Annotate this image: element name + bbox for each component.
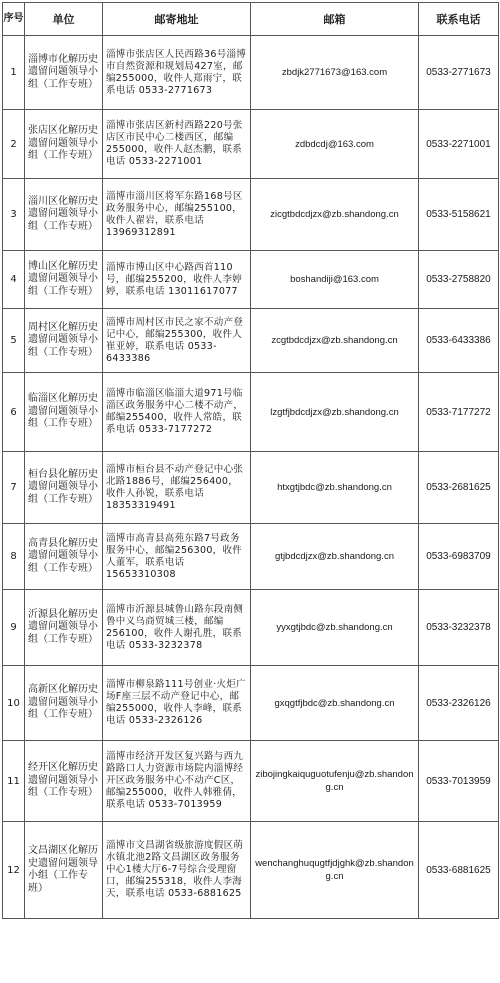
cell-address: 淄博市高青县高苑东路7号政务服务中心，邮编256300，收件人董军，联系电话 15653310308 [103, 524, 251, 590]
cell-no: 9 [3, 590, 25, 666]
cell-email: htxgtjbdc@zb.shandong.cn [251, 452, 419, 524]
table-row [3, 110, 499, 179]
header-row [3, 3, 499, 36]
cell-email: zibojingkaiquguotufenju@zb.shandong.cn [251, 741, 419, 822]
header-address: 邮寄地址 [103, 3, 251, 36]
cell-unit: 周村区化解历史遗留问题领导小组（工作专班） [25, 309, 103, 373]
cell-phone: 0533-3232378 [419, 590, 499, 666]
cell-email: wenchanghuqugtfjdjghk@zb.shandong.cn [251, 822, 419, 919]
cell-no: 11 [3, 741, 25, 822]
table-row [3, 251, 499, 309]
cell-phone: 0533-2681625 [419, 452, 499, 524]
cell-no: 2 [3, 110, 25, 179]
cell-phone: 0533-6881625 [419, 822, 499, 919]
cell-unit: 桓台县化解历史遗留问题领导小组（工作专班） [25, 452, 103, 524]
cell-no: 8 [3, 524, 25, 590]
header-phone: 联系电话 [419, 3, 499, 36]
cell-phone: 0533-2758820 [419, 251, 499, 309]
cell-address: 淄博市经济开发区复兴路与西九路路口人力资源市场院内淄博经开区政务服务中心不动产C区，邮编255000，收件人韩雅倩，联系电话 0533-7013959 [103, 741, 251, 822]
cell-address: 淄博市博山区中心路西首110号，邮编255200，收件人李婷婷，联系电话 13011617077 [103, 251, 251, 309]
cell-email: zcgtbdcdjzx@zb.shandong.cn [251, 309, 419, 373]
cell-phone: 0533-2326126 [419, 666, 499, 741]
cell-unit: 张店区化解历史遗留问题领导小组（工作专班） [25, 110, 103, 179]
cell-unit: 高青县化解历史遗留问题领导小组（工作专班） [25, 524, 103, 590]
cell-email: gtjbdcdjzx@zb.shandong.cn [251, 524, 419, 590]
table-row [3, 524, 499, 590]
table-row [3, 36, 499, 110]
cell-address: 淄博市张店区人民西路36号淄博市自然资源和规划局427室，邮编255000，收件人郑雨宁，联系电话 0533-2771673 [103, 36, 251, 110]
cell-email: boshandiji@163.com [251, 251, 419, 309]
cell-email: gxqgtfjbdc@zb.shandong.cn [251, 666, 419, 741]
cell-no: 3 [3, 179, 25, 251]
cell-phone: 0533-2771673 [419, 36, 499, 110]
cell-no: 12 [3, 822, 25, 919]
cell-email: zicgtbdcdjzx@zb.shandong.cn [251, 179, 419, 251]
cell-phone: 0533-6433386 [419, 309, 499, 373]
cell-no: 10 [3, 666, 25, 741]
cell-unit: 博山区化解历史遗留问题领导小组（工作专班） [25, 251, 103, 309]
cell-phone: 0533-2271001 [419, 110, 499, 179]
cell-no: 1 [3, 36, 25, 110]
cell-unit: 临淄区化解历史遗留问题领导小组（工作专班） [25, 373, 103, 452]
cell-address: 淄博市淄川区将军东路168号区政务服务中心，邮编255100，收件人翟岩，联系电话 13969312891 [103, 179, 251, 251]
cell-email: lzgtfjbdcdjzx@zb.shandong.cn [251, 373, 419, 452]
cell-unit: 文昌湖区化解历史遗留问题领导小组（工作专班） [25, 822, 103, 919]
cell-address: 淄博市张店区新村西路220号张店区市民中心二楼西区，邮编255000，收件人赵杰鹏，联系电话 0533-2271001 [103, 110, 251, 179]
cell-unit: 高新区化解历史遗留问题领导小组（工作专班） [25, 666, 103, 741]
header-email: 邮箱 [251, 3, 419, 36]
contact-table [2, 2, 499, 919]
table-row [3, 179, 499, 251]
cell-address: 淄博市临淄区临淄大道971号临淄区政务服务中心二楼不动产，邮编255400，收件人常皓，联系电话 0533-7177272 [103, 373, 251, 452]
cell-unit: 淄博市化解历史遗留问题领导小组（工作专班） [25, 36, 103, 110]
cell-email: zbdjk2771673@163.com [251, 36, 419, 110]
cell-address: 淄博市周村区市民之家不动产登记中心，邮编255300，收件人崔亚婷，联系电话 0533-6433386 [103, 309, 251, 373]
cell-no: 5 [3, 309, 25, 373]
cell-email: zdbdcdj@163.com [251, 110, 419, 179]
cell-no: 4 [3, 251, 25, 309]
table-row [3, 590, 499, 666]
cell-phone: 0533-6983709 [419, 524, 499, 590]
table-row [3, 741, 499, 822]
header-no: 序号 [3, 3, 25, 36]
table-row [3, 452, 499, 524]
cell-phone: 0533-7177272 [419, 373, 499, 452]
cell-address: 淄博市沂源县城鲁山路东段南侧鲁中义乌商贸城三楼，邮编256100，收件人谢孔胜，联系电话 0533-3232378 [103, 590, 251, 666]
cell-address: 淄博市文昌湖省级旅游度假区萌水镇北池2路文昌湖区政务服务中心1楼大厅6-7号综合受理窗口，邮编255318，收件人李海天，联系电话 0533-6881625 [103, 822, 251, 919]
cell-address: 淄博市桓台县不动产登记中心张北路1886号，邮编256400，收件人孙锐，联系电话 18353319491 [103, 452, 251, 524]
cell-no: 7 [3, 452, 25, 524]
cell-unit: 沂源县化解历史遗留问题领导小组（工作专班） [25, 590, 103, 666]
cell-unit: 淄川区化解历史遗留问题领导小组（工作专班） [25, 179, 103, 251]
header-unit: 单位 [25, 3, 103, 36]
cell-no: 6 [3, 373, 25, 452]
table-row [3, 822, 499, 919]
cell-phone: 0533-5158621 [419, 179, 499, 251]
cell-phone: 0533-7013959 [419, 741, 499, 822]
table-row [3, 309, 499, 373]
cell-unit: 经开区化解历史遗留问题领导小组（工作专班） [25, 741, 103, 822]
table-row [3, 666, 499, 741]
table-row [3, 373, 499, 452]
cell-email: yyxgtjbdc@zb.shandong.cn [251, 590, 419, 666]
cell-address: 淄博市柳泉路111号创业·火炬广场F座三层不动产登记中心，邮编255000，收件人李峰，联系电话 0533-2326126 [103, 666, 251, 741]
